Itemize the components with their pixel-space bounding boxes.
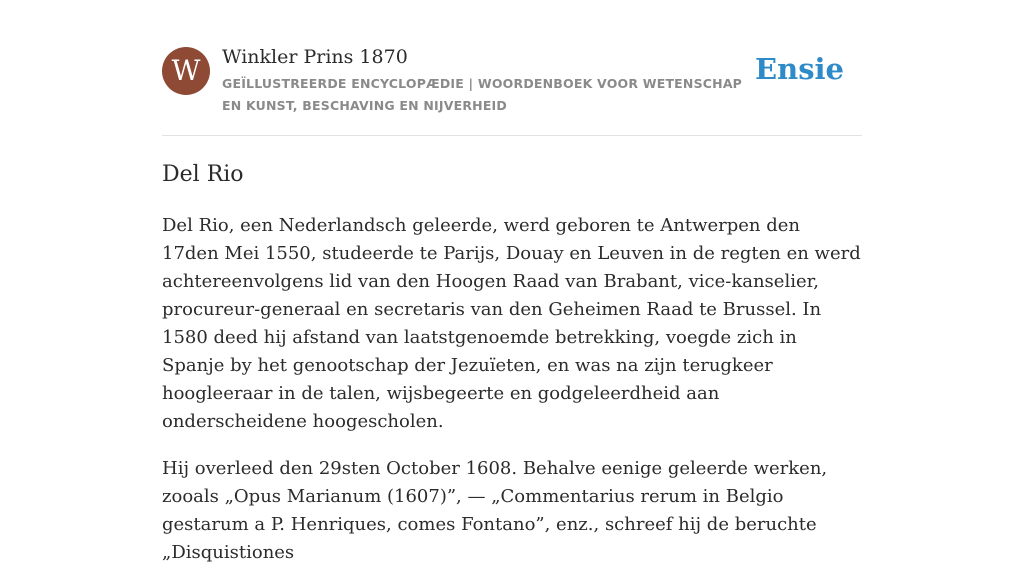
source-subtitle: GEÏLLUSTREERDE ENCYCLOPÆDIE | WOORDENBOEK VOOR WETENSCHAP EN KUNST, BESCHAVING EN NIJVERHEID <box>222 76 743 113</box>
article <box>162 155 862 586</box>
header-divider <box>162 135 862 136</box>
ensie-logo-link[interactable]: Ensie <box>755 52 844 86</box>
source-title[interactable]: Winkler Prins 1870 <box>222 46 408 68</box>
site-header <box>162 44 862 134</box>
article-paragraph: Del Rio, een Nederlandsch geleerde, werd geboren te Antwerpen den 17den Mei 1550, studeerde te Parijs, Douay en Leuven in de regten en werd achtereenvolgens lid van den Hoogen Raad van Brabant, vice-kanselier, procureur-generaal en secretaris van den Geheimen Raad te Brussel. In 1580 deed hij afstand van laatstgenoemde betrekking, voegde zich in Spanje by het genootschap der Jezuïeten, en was na zijn terugkeer hoogleeraar in de talen, wijsbegeerte en godgeleerdheid aan onderscheidene hoogescholen. <box>162 215 861 432</box>
article-title: Del Rio <box>162 162 244 187</box>
article-paragraph: Hij overleed den 29sten October 1608. Behalve eenige geleerde werken, zooals „Opus Marianum (1607)”, — „Commentarius rerum in Belgio gestarum a P. Henriques, comes Fontano”, enz., schreef hij de beruchte „Disquistiones <box>162 458 828 563</box>
source-avatar[interactable]: W <box>162 47 210 95</box>
